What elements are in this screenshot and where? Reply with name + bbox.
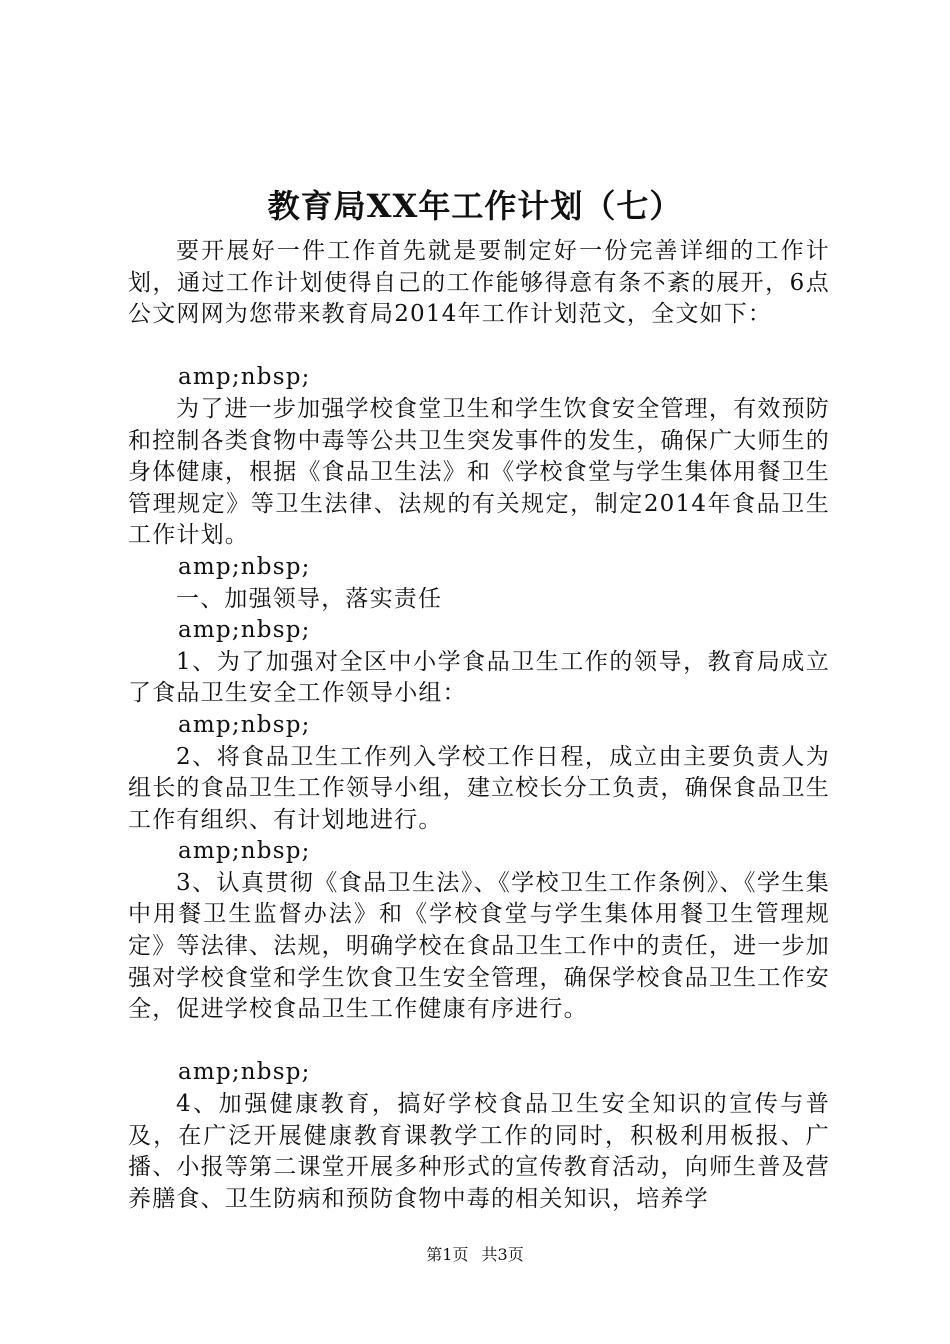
nbsp-line: amp;nbsp;	[178, 553, 311, 580]
document-body	[128, 236, 830, 1215]
nbsp-line: amp;nbsp;	[178, 838, 311, 865]
paragraph-purpose: 为了进一步加强学校食堂卫生和学生饮食安全管理，有效预防和控制各类食物中毒等公共卫生突发事件的发生，确保广大师生的身体健康，根据《食品卫生法》和《学校食堂与学生集体用餐卫生管理规定》等卫生法律、法规的有关规定，制定2014年食品卫生工作计划。	[128, 395, 830, 549]
spacer	[128, 1026, 830, 1058]
nbsp-line: amp;nbsp;	[178, 1059, 311, 1086]
intro-paragraph: 要开展好一件工作首先就是要制定好一份完善详细的工作计划，通过工作计划使得自己的工作能够得意有条不紊的展开，6点公文网网为您带来教育局2014年工作计划范文，全文如下：	[128, 238, 830, 328]
page-total: 共3页	[481, 1245, 524, 1264]
page-number: 第1页	[426, 1245, 469, 1264]
page-footer	[0, 1244, 950, 1266]
list-item-3: 3、认真贯彻《食品卫生法》、《学校卫生工作条例》、《学生集中用餐卫生监督办法》和《学校食堂与学生集体用餐卫生管理规定》等法律、法规，明确学校在食品卫生工作中的责任，进一步加强对学校食堂和学生饮食卫生安全管理，确保学校食品卫生工作安全，促进学校食品卫生工作健康有序进行。	[128, 869, 830, 1023]
section-heading: 一、加强领导，落实责任	[176, 585, 443, 612]
list-item-4: 4、加强健康教育，搞好学校食品卫生安全知识的宣传与普及，在广泛开展健康教育课教学工作的同时，积极利用板报、广播、小报等第二课堂开展多种形式的宣传教育活动，向师生普及营养膳食、卫生防病和预防食物中毒的相关知识，培养学	[128, 1091, 830, 1212]
list-item-1: 1、为了加强对全区中小学食品卫生工作的领导，教育局成立了食品卫生安全工作领导小组：	[128, 648, 830, 707]
document-title: 教育局XX年工作计划（七）	[267, 187, 683, 225]
nbsp-line: amp;nbsp;	[178, 364, 311, 391]
spacer	[128, 331, 830, 363]
nbsp-line: amp;nbsp;	[178, 617, 311, 644]
list-item-2: 2、将食品卫生工作列入学校工作日程，成立由主要负责人为组长的食品卫生工作领导小组，建立校长分工负责，确保食品卫生工作有组织、有计划地进行。	[128, 743, 830, 833]
nbsp-line: amp;nbsp;	[178, 711, 311, 738]
